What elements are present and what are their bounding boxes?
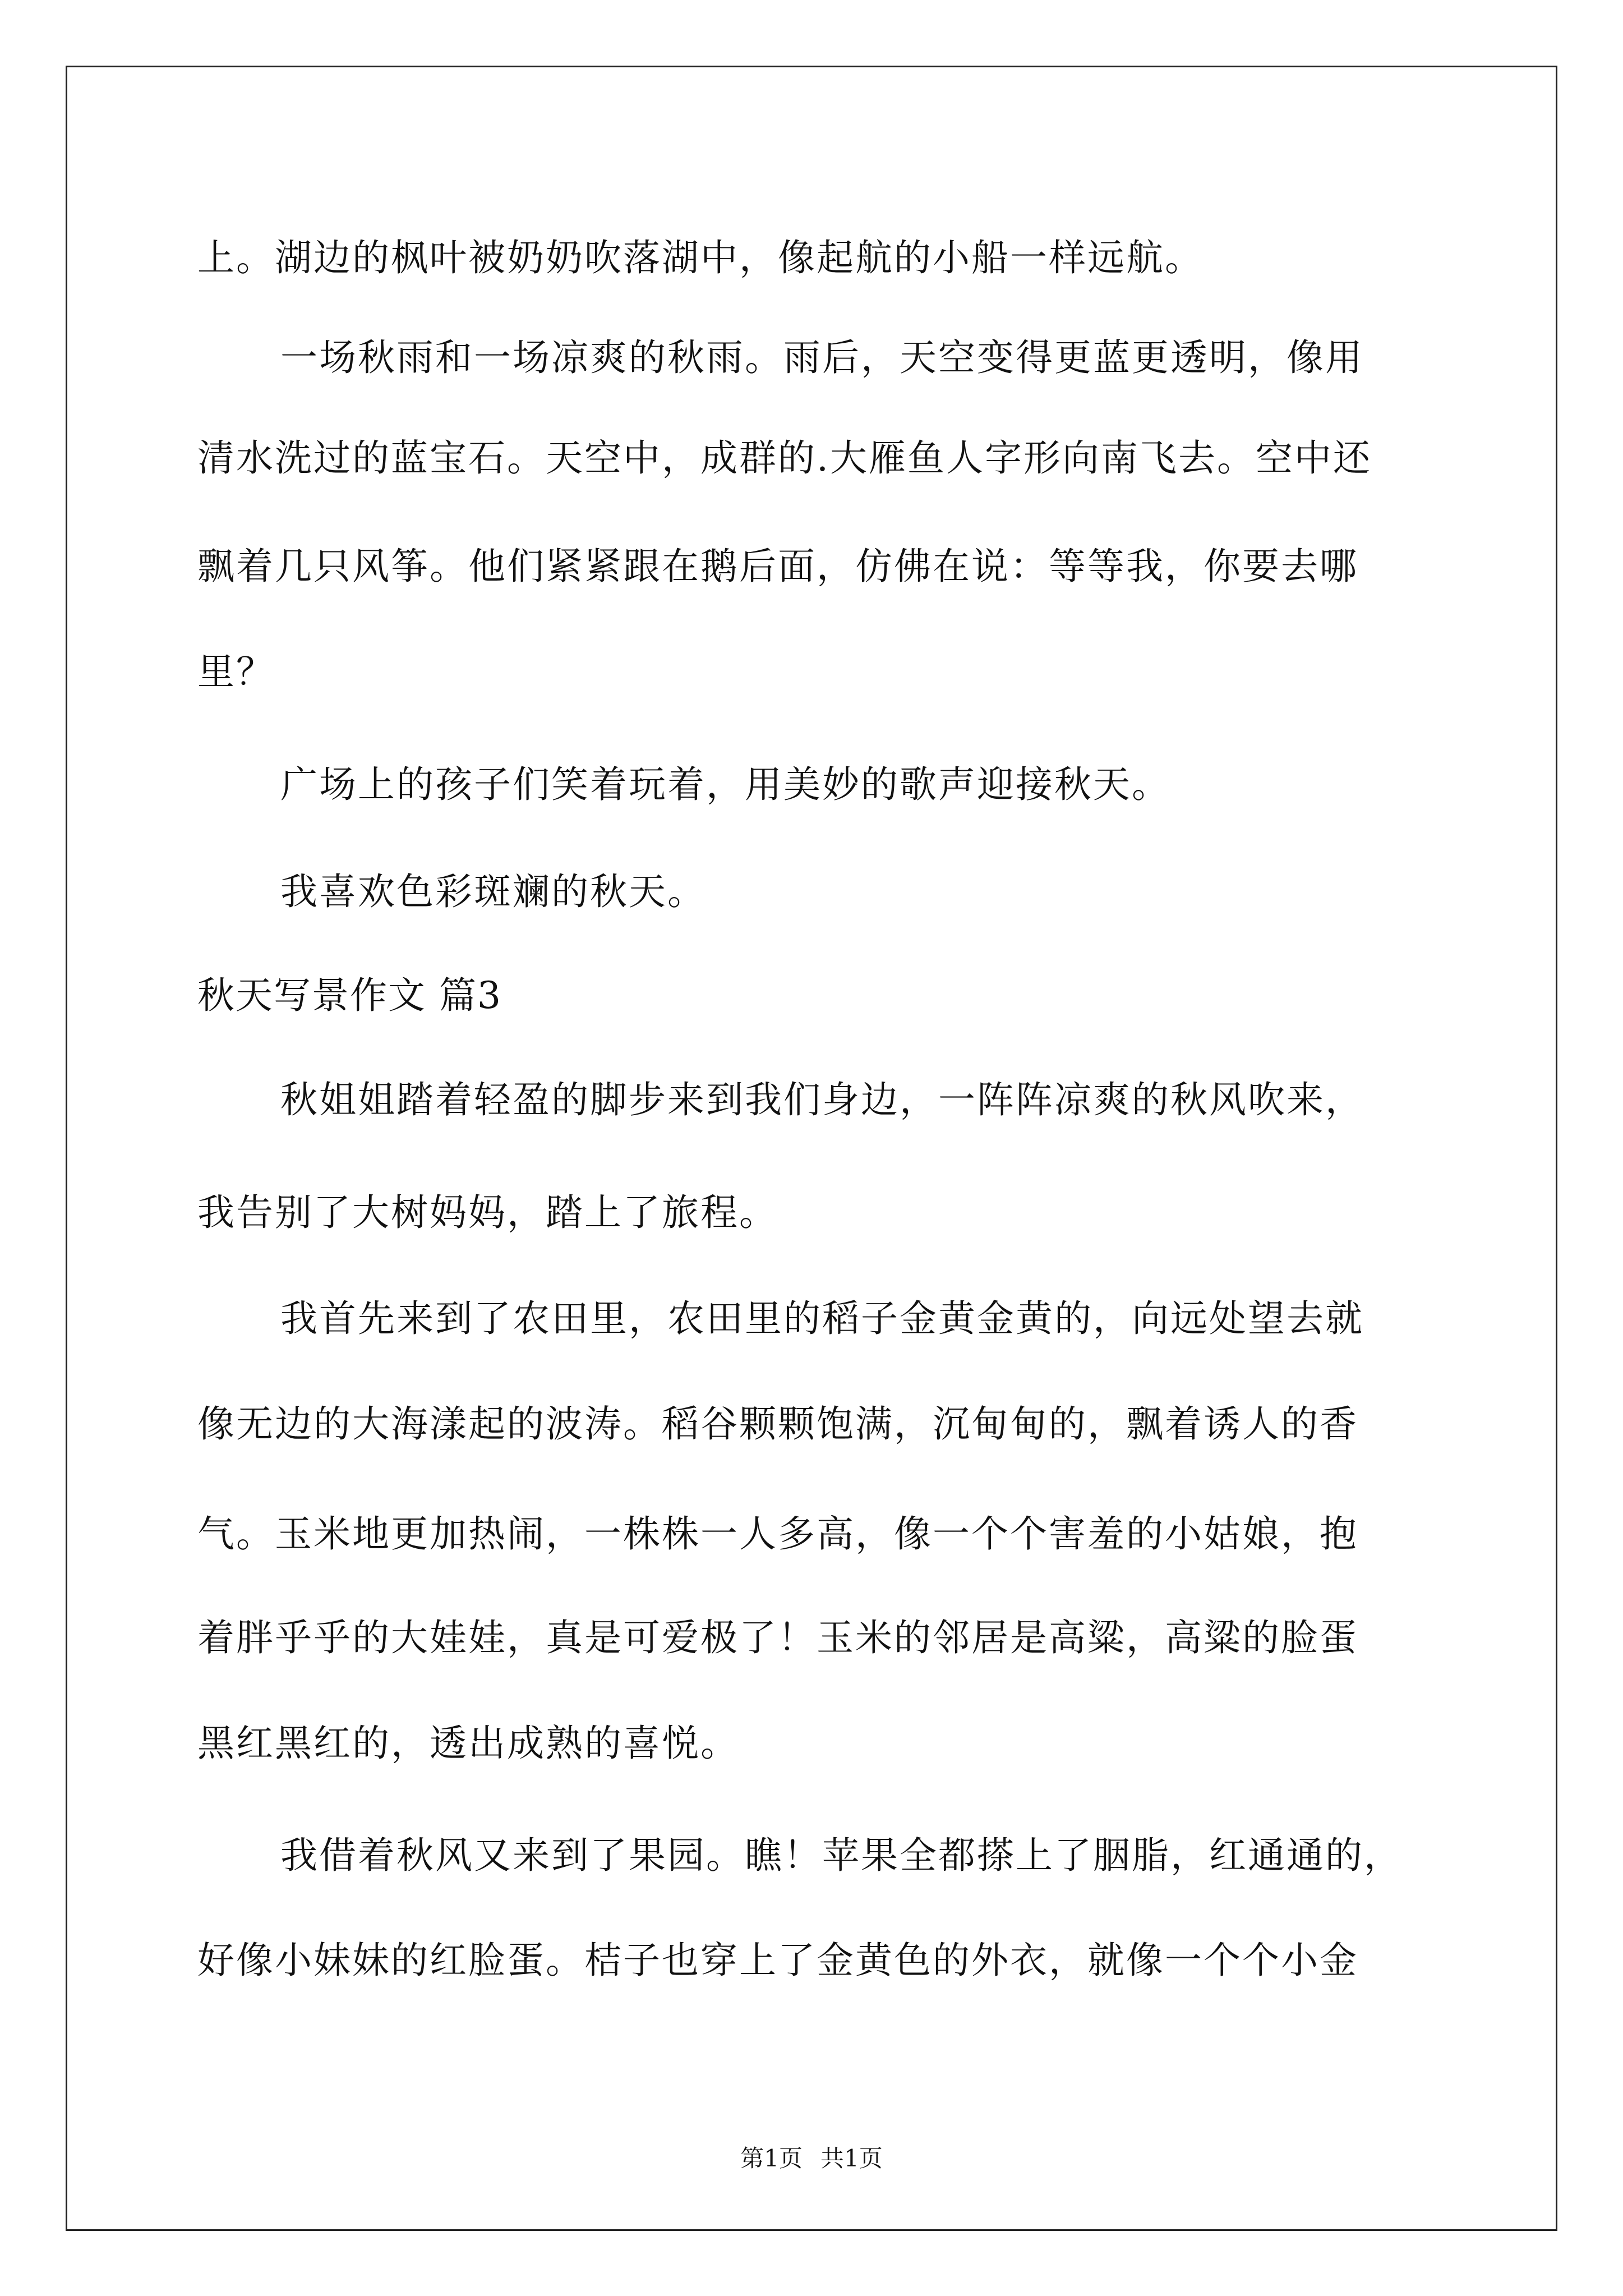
- text-line: 清水洗过的蓝宝石。天空中，成群的.大雁鱼人字形向南飞去。空中还: [197, 436, 1372, 480]
- paragraph-line: 我借着秋风又来到了果园。瞧！苹果全都搽上了胭脂，红通通的，: [280, 1834, 1403, 1877]
- text-line: 飘着几只风筝。他们紧紧跟在鹅后面，仿佛在说：等等我，你要去哪: [197, 545, 1358, 588]
- text-line: 着胖乎乎的大娃娃，真是可爱极了！玉米的邻居是高粱，高粱的脸蛋: [197, 1616, 1358, 1659]
- paragraph-line: 我喜欢色彩斑斓的秋天。: [280, 870, 706, 913]
- paragraph-line: 广场上的孩子们笑着玩着，用美妙的歌声迎接秋天。: [280, 763, 1170, 806]
- text-line: 气。玉米地更加热闹，一株株一人多高，像一个个害羞的小姑娘，抱: [197, 1512, 1358, 1556]
- text-line: 上。湖边的枫叶被奶奶吹落湖中，像起航的小船一样远航。: [197, 236, 1204, 279]
- section-heading: 秋天写景作文 篇3: [197, 974, 502, 1017]
- paragraph-line: 我首先来到了农田里，农田里的稻子金黄金黄的，向远处望去就: [280, 1297, 1364, 1340]
- text-line: 像无边的大海漾起的波涛。稻谷颗颗饱满，沉甸甸的，飘着诱人的香: [197, 1402, 1358, 1446]
- page-footer: [0, 2142, 1623, 2175]
- paragraph-line: 一场秋雨和一场凉爽的秋雨。雨后，天空变得更蓝更透明，像用: [280, 336, 1364, 379]
- page-number: 第1页: [740, 2145, 803, 2172]
- page-border: [66, 66, 1557, 2231]
- paragraph-line: 秋姐姐踏着轻盈的脚步来到我们身边，一阵阵凉爽的秋风吹来，: [280, 1078, 1364, 1121]
- text-line: 好像小妹妹的红脸蛋。桔子也穿上了金黄色的外衣，就像一个个小金: [197, 1939, 1358, 1982]
- page-total: 共1页: [820, 2145, 883, 2172]
- text-line: 黑红黑红的，透出成熟的喜悦。: [197, 1722, 739, 1765]
- text-line: 我告别了大树妈妈，踏上了旅程。: [197, 1191, 778, 1234]
- text-line: 里？: [197, 650, 275, 693]
